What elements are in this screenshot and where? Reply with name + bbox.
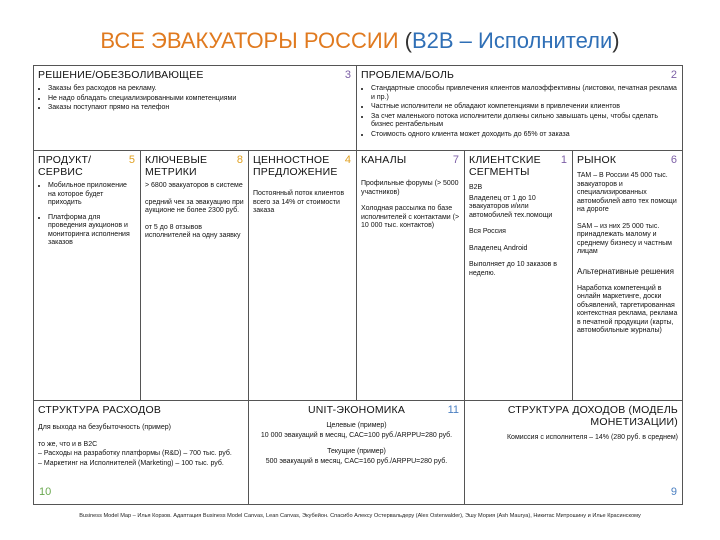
market-line: SAM – из них 25 000 тыс. принадлежать малому и среднему бизнесу и частным лицам: [577, 222, 672, 255]
title-main: ВСЕ ЭВАКУАТОРЫ РОССИИ: [100, 28, 399, 53]
problem-number: 2: [670, 69, 677, 81]
page-title: [0, 28, 720, 54]
costs-line: то же, что и в B2C: [38, 440, 98, 448]
segments-header-line: СЕГМЕНТЫ: [469, 166, 530, 178]
segments-line: Вся Россия: [469, 228, 506, 235]
metrics-number: 8: [236, 154, 243, 166]
market-block: [573, 151, 682, 401]
segments-header: [469, 154, 568, 178]
costs-block: [34, 401, 249, 504]
revenue-line: Комиссия с исполнителя – 14% (280 руб. в среднем): [506, 434, 678, 441]
metrics-header: [145, 154, 244, 178]
market-line: Альтернативные решения: [577, 266, 674, 276]
segments-block: [465, 151, 573, 401]
market-header: РЫНОК: [577, 154, 617, 166]
unit-line: 10 000 эвакуаций в месяц, CAC=100 руб./ARPPU=280 руб.: [260, 431, 453, 439]
unit-header: UNIT-ЭКОНОМИКА: [307, 404, 406, 416]
metrics-line: средний чек за эвакуацию при аукционе не более 2300 руб.: [145, 198, 244, 214]
product-list: [38, 182, 136, 248]
costs-number: 10: [39, 486, 52, 498]
problem-block: [357, 66, 682, 151]
unit-line: Текущие (пример): [327, 448, 386, 455]
product-header-line: СЕРВИС: [38, 166, 83, 178]
segments-line: Владелец от 1 до 10 эвакуаторов и/или автомобилей тех.помощи: [469, 194, 553, 219]
product-number: 5: [128, 154, 135, 166]
business-model-canvas: [33, 65, 683, 505]
product-header: [38, 154, 136, 178]
value-header: [253, 154, 352, 178]
costs-line: – Расходы на разработку платформы (R&D) – 700 тыс. руб.: [38, 450, 232, 457]
list-item: • Заказы поступают прямо на телефон: [48, 104, 352, 113]
metrics-block: [141, 151, 249, 401]
segments-line: Владелец Android: [469, 244, 528, 252]
title-paren-close: ): [612, 28, 620, 53]
costs-line: – Маркетинг на Исполнителей (Marketing) – 100 тыс. руб.: [38, 459, 224, 467]
segments-number: 1: [560, 154, 567, 166]
channels-line: Профильные форумы (> 5000 участников): [361, 180, 459, 196]
revenue-number: 9: [670, 486, 677, 498]
problem-header: ПРОБЛЕМА/БОЛЬ: [361, 69, 455, 81]
list-item: • За счет маленького потока исполнители должны сильно завышать цены, чтобы сделать бизнес рентабельным: [371, 113, 678, 130]
value-block: [249, 151, 357, 401]
list-item: • Стандартные способы привлечения клиентов малоэффективны (листовки, печатная реклама и пр.): [371, 85, 678, 102]
costs-line: Для выхода на безубыточность (пример): [38, 424, 171, 431]
channels-line: Холодная рассылка по базе исполнителей с контактами (> 10 000 тыс. контактов): [361, 205, 460, 229]
problem-list: [361, 85, 678, 139]
list-item: • Платформа для проведения аукционов и мониторинга исполнения заказов: [48, 214, 136, 248]
solution-list: [38, 85, 352, 113]
metrics-line: > 6800 эвакуаторов в системе: [145, 182, 243, 189]
solution-header: РЕШЕНИЕ/ОБЕЗБОЛИВАЮЩЕЕ: [38, 69, 204, 81]
value-header-line: ЦЕННОСТНОЕ: [253, 154, 330, 166]
unit-line: 500 эвакуаций в месяц, CAC=160 руб./ARPPU=280 руб.: [265, 457, 448, 465]
list-item: • Не надо обладать специализированными компетенциями: [48, 95, 352, 104]
list-item: • Стоимость одного клиента может доходить до 65% от заказа: [371, 131, 678, 140]
value-line: Постоянный поток клиентов всего за 14% от стоимости заказа: [253, 190, 345, 214]
unit-number: 11: [447, 404, 459, 416]
segments-line: Выполняет до 10 заказов в неделю.: [469, 261, 557, 277]
revenue-header-line: МОНЕТИЗАЦИИ): [590, 416, 678, 428]
list-item: • Частные исполнители не обладают компетенциями в привлечении клиентов: [371, 103, 678, 112]
segments-line: B2B: [469, 184, 483, 191]
product-header-line: ПРОДУКТ/: [38, 154, 92, 166]
value-header-line: ПРЕДЛОЖЕНИЕ: [253, 166, 338, 178]
channels-header: КАНАЛЫ: [361, 154, 407, 166]
title-segment: B2B – Исполнители: [411, 28, 613, 53]
list-item: • Мобильное приложение на которое будет приходить: [48, 182, 136, 208]
metrics-header-line: МЕТРИКИ: [145, 166, 197, 178]
unit-line: Целевые (пример): [326, 422, 387, 429]
value-number: 4: [344, 154, 351, 166]
unit-block: [249, 401, 465, 504]
metrics-header-line: КЛЮЧЕВЫЕ: [145, 154, 208, 166]
market-line: Наработка компетенций в онлайн маркетинге, доски объявлений, таргетированная контекстная реклама, реклама в печатной продукции (карты, автомобильные журналы): [577, 284, 678, 334]
segments-header-line: КЛИЕНТСКИЕ: [469, 154, 541, 166]
channels-number: 7: [452, 154, 459, 166]
solution-number: 3: [344, 69, 351, 81]
channels-block: [357, 151, 465, 401]
market-number: 6: [670, 154, 677, 166]
product-block: [34, 151, 141, 401]
list-item: • Заказы без расходов на рекламу.: [48, 85, 352, 94]
title-paren-open: (: [404, 28, 412, 53]
revenue-header: [469, 404, 678, 428]
revenue-block: [465, 401, 682, 504]
credits-footer: Business Model Map – Илья Корзов. Адаптация Business Model Canvas, Lean Canvas, Экубейон. Спасибо Алексу Остервальдеру (Alex Osterwalder), Эшу Мория (Ash Maurya), Никитас Митрошину и Илье Красинскому: [79, 513, 641, 519]
metrics-line: от 5 до 8 отзывов исполнителей на одну заявку: [145, 223, 241, 239]
revenue-header-line: СТРУКТУРА ДОХОДОВ (МОДЕЛЬ: [507, 404, 678, 416]
costs-header: СТРУКТУРА РАСХОДОВ: [38, 404, 162, 416]
market-line: TAM – В России 45 000 тыс. эвакуаторов и специализированных автомобилей авто тех помощи на дороге: [577, 172, 677, 213]
solution-block: [34, 66, 357, 151]
